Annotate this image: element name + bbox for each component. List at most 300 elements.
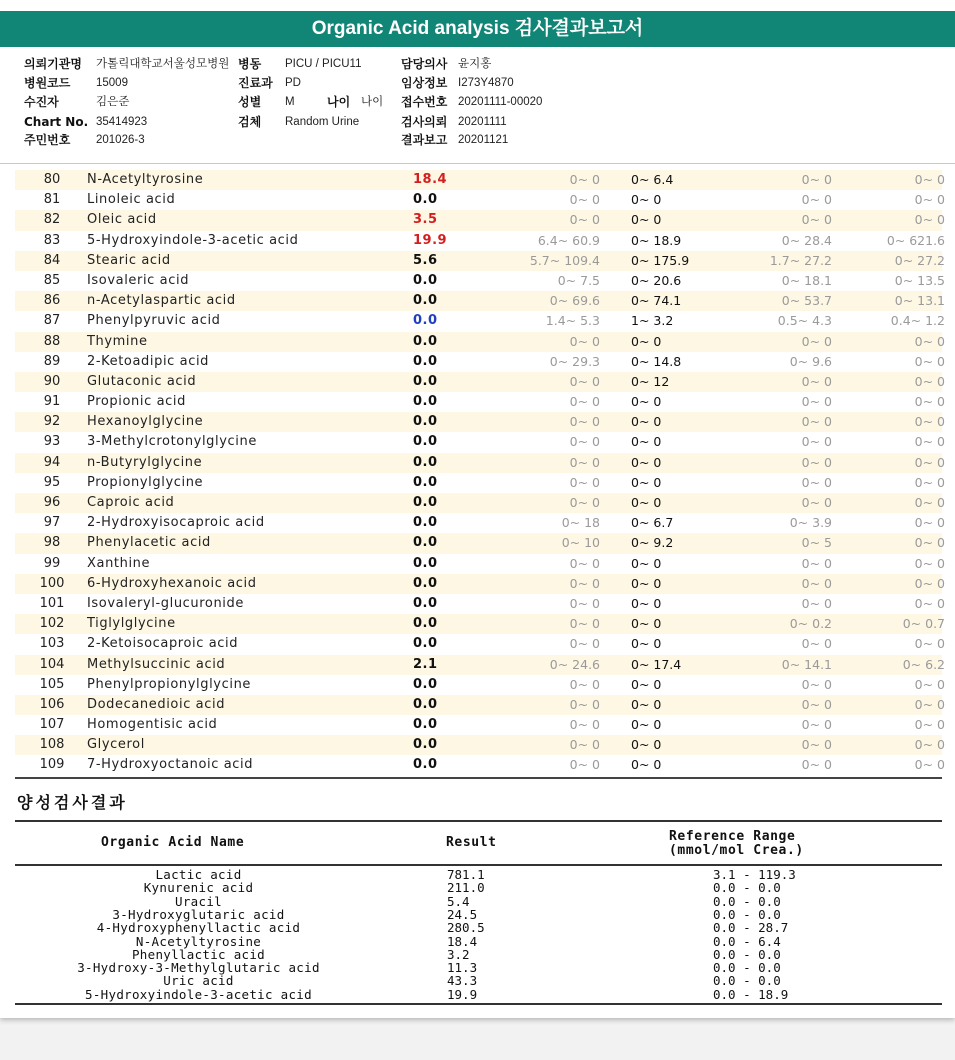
result-row — [15, 311, 945, 331]
result-row — [15, 513, 945, 533]
result-value: 0.0 — [413, 595, 438, 611]
reference-range-4: 0~ 0 — [914, 515, 945, 531]
clinical-info-value: I273Y4870 — [458, 77, 514, 89]
institution-label: 의뢰기관명 — [24, 57, 82, 71]
reference-range-2: 0~ 0 — [631, 737, 662, 753]
result-value: 0.0 — [413, 353, 438, 369]
compound-name: 6-Hydroxyhexanoic acid — [87, 575, 257, 591]
compound-name: Stearic acid — [87, 252, 171, 268]
result-report-label: 결과보고 — [401, 133, 448, 147]
compound-name: Xanthine — [87, 555, 151, 571]
reference-range-1: 0~ 7.5 — [557, 272, 600, 288]
compound-name: 2-Ketoisocaproic acid — [87, 636, 239, 652]
hospital-code-value: 15009 — [96, 77, 128, 89]
reference-range-4: 0~ 0 — [914, 737, 945, 753]
pos-table-top-rule — [15, 820, 942, 822]
reference-range-2: 0~ 0 — [631, 333, 662, 349]
reference-range-4: 0~ 13.5 — [894, 272, 945, 288]
row-number: 87 — [43, 313, 61, 329]
row-number: 108 — [39, 737, 65, 753]
compound-name: Propionylglycine — [87, 474, 204, 490]
reference-range-2: 0~ 0 — [631, 192, 662, 208]
row-number: 95 — [43, 474, 61, 490]
compound-name: 3-Methylcrotonylglycine — [87, 434, 257, 450]
reference-range-2: 0~ 0 — [631, 555, 662, 571]
reference-range-2: 0~ 17.4 — [631, 656, 682, 672]
result-row — [15, 352, 945, 372]
reference-range-1: 0~ 0 — [569, 495, 600, 510]
compound-name: N-Acetyltyrosine — [87, 172, 204, 187]
reference-range-1: 0~ 0 — [569, 575, 600, 591]
result-value: 0.0 — [413, 515, 438, 531]
positive-compound-name: 4-Hydroxyphenyllactic acid — [96, 920, 301, 936]
reference-range-2: 0~ 0 — [631, 414, 662, 430]
receipt-no-value: 20201111-00020 — [458, 96, 543, 108]
compound-name: Tiglylglycine — [87, 616, 176, 632]
row-number: 102 — [39, 616, 65, 632]
compound-name: 7-Hydroxyoctanoic acid — [87, 757, 254, 773]
reference-range-3: 0~ 0 — [801, 333, 832, 349]
result-row — [15, 170, 945, 190]
compound-name: Methylsuccinic acid — [87, 656, 226, 672]
table-divider — [15, 777, 942, 779]
result-row — [15, 271, 945, 291]
result-value: 0.0 — [413, 757, 438, 773]
positive-row — [15, 921, 942, 934]
reference-range-2: 0~ 0 — [631, 495, 662, 510]
clinical-info-label: 임상정보 — [401, 76, 448, 90]
result-row — [15, 634, 945, 654]
positive-results-heading: 양성검사결과 — [17, 793, 128, 812]
result-row — [15, 432, 945, 452]
reference-range-2: 0~ 0 — [631, 717, 662, 733]
reference-range-4: 0~ 0 — [914, 373, 945, 389]
reference-range-4: 0~ 0 — [914, 595, 945, 611]
result-value: 19.9 — [413, 232, 448, 248]
result-row — [15, 453, 945, 473]
reference-range-2: 0~ 0 — [631, 616, 662, 632]
reference-range-3: 0~ 0 — [801, 373, 832, 389]
results-table — [15, 170, 945, 776]
age-label: 나이 — [327, 95, 351, 109]
positive-reference-range: 0.0 - 18.9 — [713, 986, 789, 1002]
reference-range-4: 0~ 0 — [914, 636, 945, 652]
positive-reference-range: 0.0 - 0.0 — [713, 960, 781, 976]
result-value: 0.0 — [413, 535, 438, 551]
report-title: Organic Acid analysis 검사결과보고서 — [0, 11, 955, 47]
pos-col-ref-header-line1: Reference Range — [669, 829, 796, 844]
reference-range-2: 0~ 6.4 — [631, 172, 674, 187]
result-row — [15, 655, 945, 675]
result-value: 0.0 — [413, 555, 438, 571]
positive-reference-range: 0.0 - 0.0 — [713, 973, 781, 989]
row-number: 96 — [43, 495, 61, 510]
reference-range-1: 0~ 0 — [569, 394, 600, 410]
result-row — [15, 675, 945, 695]
row-number: 109 — [39, 757, 65, 773]
result-value: 0.0 — [413, 272, 438, 288]
compound-name: Caproic acid — [87, 495, 175, 510]
result-value: 0.0 — [413, 575, 438, 591]
row-number: 103 — [39, 636, 65, 652]
positive-row — [15, 974, 942, 987]
result-value: 0.0 — [413, 737, 438, 753]
positive-result-value: 5.4 — [447, 893, 470, 909]
result-value: 0.0 — [413, 414, 438, 430]
reference-range-1: 0~ 0 — [569, 717, 600, 733]
reference-range-3: 0~ 0 — [801, 555, 832, 571]
positive-results-table — [15, 820, 942, 1006]
reference-range-3: 0~ 0 — [801, 192, 832, 208]
positive-reference-range: 0.0 - 6.4 — [713, 933, 781, 949]
reference-range-4: 0~ 0.7 — [902, 616, 945, 632]
reference-range-1: 0~ 0 — [569, 373, 600, 389]
reference-range-2: 0~ 18.9 — [631, 232, 682, 248]
pos-col-ref-header-line2: (mmol/mol Crea.) — [669, 843, 804, 858]
reference-range-4: 0~ 0 — [914, 575, 945, 591]
row-number: 89 — [43, 353, 61, 369]
reference-range-2: 0~ 0 — [631, 394, 662, 410]
reference-range-1: 0~ 0 — [569, 696, 600, 712]
positive-result-value: 211.0 — [447, 880, 485, 896]
reference-range-4: 0~ 0 — [914, 535, 945, 551]
compound-name: Thymine — [87, 333, 148, 349]
result-value: 0.0 — [413, 616, 438, 632]
positive-result-value: 18.4 — [447, 933, 478, 949]
reference-range-4: 0~ 6.2 — [902, 656, 945, 672]
reference-range-2: 0~ 0 — [631, 474, 662, 490]
positive-compound-name: Kynurenic acid — [143, 880, 254, 896]
chart-no-value: 35414923 — [96, 116, 148, 128]
reference-range-1: 6.4~ 60.9 — [537, 232, 600, 248]
row-number: 82 — [43, 212, 61, 228]
reference-range-3: 0~ 18.1 — [781, 272, 832, 288]
reference-range-4: 0~ 27.2 — [894, 252, 945, 268]
reference-range-1: 0~ 0 — [569, 474, 600, 490]
compound-name: 5-Hydroxyindole-3-acetic acid — [87, 232, 299, 248]
reference-range-2: 0~ 0 — [631, 757, 662, 773]
examinee-label: 수진자 — [24, 95, 59, 109]
reference-range-3: 0~ 0 — [801, 737, 832, 753]
result-value: 0.0 — [413, 313, 438, 329]
reference-range-3: 0~ 0 — [801, 434, 832, 450]
positive-reference-range: 3.1 - 119.3 — [713, 867, 796, 882]
positive-result-value: 781.1 — [447, 867, 485, 882]
reference-range-3: 0~ 0 — [801, 696, 832, 712]
positive-reference-range: 0.0 - 0.0 — [713, 946, 781, 962]
reference-range-2: 0~ 0 — [631, 696, 662, 712]
reference-range-1: 0~ 0 — [569, 757, 600, 773]
positive-row — [15, 935, 942, 948]
reference-range-3: 0~ 53.7 — [781, 293, 832, 309]
result-value: 0.0 — [413, 474, 438, 490]
row-number: 86 — [43, 293, 61, 309]
row-number: 90 — [43, 373, 61, 389]
resident-no-value: 201026-3 — [96, 134, 145, 146]
reference-range-1: 0~ 24.6 — [549, 656, 600, 672]
result-value: 0.0 — [413, 696, 438, 712]
reference-range-3: 1.7~ 27.2 — [769, 252, 832, 268]
reference-range-4: 0~ 621.6 — [886, 232, 945, 248]
reference-range-2: 0~ 0 — [631, 595, 662, 611]
result-row — [15, 332, 945, 352]
reference-range-3: 0~ 5 — [801, 535, 832, 551]
reference-range-1: 0~ 0 — [569, 434, 600, 450]
reference-range-2: 0~ 0 — [631, 636, 662, 652]
positive-compound-name: 3-Hydroxyglutaric acid — [112, 906, 285, 922]
reference-range-1: 0~ 18 — [561, 515, 600, 531]
reference-range-2: 1~ 3.2 — [631, 313, 674, 329]
reference-range-3: 0~ 0 — [801, 414, 832, 430]
positive-compound-name: 5-Hydroxyindole-3-acetic acid — [85, 986, 312, 1002]
reference-range-3: 0~ 0 — [801, 172, 832, 187]
specimen-label: 검체 — [238, 115, 262, 129]
reference-range-1: 0~ 0 — [569, 737, 600, 753]
compound-name: Phenylacetic acid — [87, 535, 211, 551]
result-value: 5.6 — [413, 252, 438, 268]
row-number: 107 — [39, 717, 65, 733]
receipt-no-label: 접수번호 — [401, 95, 448, 109]
result-row — [15, 695, 945, 715]
reference-range-1: 5.7~ 109.4 — [529, 252, 600, 268]
row-number: 81 — [43, 192, 61, 208]
reference-range-1: 1.4~ 5.3 — [545, 313, 600, 329]
positive-row — [15, 908, 942, 921]
positive-row — [15, 961, 942, 974]
result-row — [15, 231, 945, 251]
positive-row — [15, 895, 942, 908]
reference-range-1: 0~ 0 — [569, 676, 600, 692]
positive-reference-range: 0.0 - 28.7 — [713, 920, 789, 936]
reference-range-3: 0~ 0 — [801, 454, 832, 470]
row-number: 98 — [43, 535, 61, 551]
positive-result-value: 19.9 — [447, 986, 478, 1002]
positive-result-value: 280.5 — [447, 920, 485, 936]
result-value: 0.0 — [413, 192, 438, 208]
reference-range-3: 0~ 0 — [801, 575, 832, 591]
reference-range-1: 0~ 0 — [569, 454, 600, 470]
reference-range-4: 0~ 0 — [914, 353, 945, 369]
reference-range-2: 0~ 20.6 — [631, 272, 682, 288]
compound-name: Propionic acid — [87, 394, 186, 410]
row-number: 106 — [39, 696, 65, 712]
institution-value: 가톨릭대학교서울성모병원 — [96, 58, 230, 70]
positive-reference-range: 0.0 - 0.0 — [713, 893, 781, 909]
row-number: 100 — [39, 575, 65, 591]
result-row — [15, 594, 945, 614]
result-value: 0.0 — [413, 717, 438, 733]
reference-range-4: 0~ 0 — [914, 454, 945, 470]
result-value: 2.1 — [413, 656, 438, 672]
reference-range-4: 0~ 0 — [914, 696, 945, 712]
reference-range-4: 0~ 0 — [914, 676, 945, 692]
test-request-value: 20201111 — [458, 116, 507, 128]
positive-compound-name: Phenyllactic acid — [131, 946, 266, 962]
result-row — [15, 392, 945, 412]
reference-range-2: 0~ 12 — [631, 373, 670, 389]
result-row — [15, 554, 945, 574]
reference-range-4: 0~ 0 — [914, 717, 945, 733]
reference-range-4: 0~ 0 — [914, 434, 945, 450]
positive-reference-range: 0.0 - 0.0 — [713, 906, 781, 922]
reference-range-4: 0~ 13.1 — [894, 293, 945, 309]
row-number: 93 — [43, 434, 61, 450]
result-row — [15, 533, 945, 553]
reference-range-2: 0~ 74.1 — [631, 293, 682, 309]
reference-range-3: 0~ 0 — [801, 394, 832, 410]
compound-name: Linoleic acid — [87, 192, 176, 208]
reference-range-4: 0~ 0 — [914, 212, 945, 228]
compound-name: Isovaleryl-glucuronide — [87, 595, 244, 611]
positive-compound-name: N-Acetyltyrosine — [135, 933, 262, 949]
result-value: 18.4 — [413, 172, 448, 187]
department-value: PD — [285, 77, 301, 89]
reference-range-1: 0~ 0 — [569, 172, 600, 187]
reference-range-3: 0~ 0 — [801, 212, 832, 228]
specimen-value: Random Urine — [285, 116, 360, 128]
positive-result-value: 43.3 — [447, 973, 478, 989]
result-row — [15, 473, 945, 493]
reference-range-2: 0~ 0 — [631, 575, 662, 591]
doctor-label: 담당의사 — [401, 57, 448, 71]
result-row — [15, 372, 945, 392]
age-value: 나이 — [361, 96, 384, 108]
compound-name: Isovaleric acid — [87, 272, 190, 288]
reference-range-2: 0~ 6.7 — [631, 515, 674, 531]
reference-range-4: 0~ 0 — [914, 757, 945, 773]
result-row — [15, 574, 945, 594]
reference-range-2: 0~ 14.8 — [631, 353, 682, 369]
reference-range-4: 0~ 0 — [914, 172, 945, 187]
compound-name: 2-Ketoadipic acid — [87, 353, 210, 369]
result-value: 0.0 — [413, 394, 438, 410]
reference-range-3: 0~ 0 — [801, 676, 832, 692]
result-value: 0.0 — [413, 333, 438, 349]
row-number: 104 — [39, 656, 65, 672]
row-number: 92 — [43, 414, 61, 430]
reference-range-3: 0~ 3.9 — [789, 515, 832, 531]
reference-range-1: 0~ 69.6 — [549, 293, 600, 309]
reference-range-1: 0~ 0 — [569, 212, 600, 228]
reference-range-2: 0~ 175.9 — [631, 252, 690, 268]
positive-row — [15, 881, 942, 894]
reference-range-3: 0~ 28.4 — [781, 232, 832, 248]
reference-range-4: 0~ 0 — [914, 555, 945, 571]
row-number: 97 — [43, 515, 61, 531]
reference-range-4: 0~ 0 — [914, 414, 945, 430]
reference-range-2: 0~ 9.2 — [631, 535, 674, 551]
reference-range-2: 0~ 0 — [631, 434, 662, 450]
positive-reference-range: 0.0 - 0.0 — [713, 880, 781, 896]
result-row — [15, 735, 945, 755]
result-row — [15, 251, 945, 271]
result-value: 0.0 — [413, 636, 438, 652]
compound-name: Oleic acid — [87, 212, 157, 228]
result-row — [15, 412, 945, 432]
reference-range-1: 0~ 0 — [569, 616, 600, 632]
compound-name: n-Butyrylglycine — [87, 454, 203, 470]
department-label: 진료과 — [238, 76, 273, 90]
reference-range-4: 0~ 0 — [914, 333, 945, 349]
reference-range-3: 0~ 0.2 — [789, 616, 832, 632]
chart-no-label: Chart No. — [24, 115, 89, 129]
ward-label: 병동 — [238, 57, 262, 71]
pos-col-name-header: Organic Acid Name — [101, 835, 245, 850]
positive-compound-name: Lactic acid — [155, 867, 242, 882]
row-number: 101 — [39, 595, 65, 611]
compound-name: Glycerol — [87, 737, 145, 753]
result-value: 0.0 — [413, 454, 438, 470]
result-row — [15, 715, 945, 735]
row-number: 105 — [39, 676, 65, 692]
result-value: 0.0 — [413, 676, 438, 692]
reference-range-3: 0~ 0 — [801, 717, 832, 733]
row-number: 83 — [43, 232, 61, 248]
positive-row — [15, 868, 942, 881]
row-number: 84 — [43, 252, 61, 268]
compound-name: 2-Hydroxyisocaproic acid — [87, 515, 265, 531]
result-row — [15, 755, 945, 775]
reference-range-1: 0~ 10 — [561, 535, 600, 551]
resident-no-label: 주민번호 — [24, 133, 71, 147]
result-value: 0.0 — [413, 373, 438, 389]
compound-name: Dodecanedioic acid — [87, 696, 226, 712]
reference-range-4: 0~ 0 — [914, 474, 945, 490]
reference-range-4: 0.4~ 1.2 — [890, 313, 945, 329]
reference-range-2: 0~ 0 — [631, 212, 662, 228]
reference-range-1: 0~ 0 — [569, 555, 600, 571]
result-row — [15, 614, 945, 634]
reference-range-3: 0~ 14.1 — [781, 656, 832, 672]
reference-range-4: 0~ 0 — [914, 192, 945, 208]
sex-label: 성별 — [238, 95, 262, 109]
result-value: 3.5 — [413, 212, 438, 228]
reference-range-1: 0~ 0 — [569, 192, 600, 208]
examinee-value: 김은준 — [96, 96, 130, 108]
compound-name: Glutaconic acid — [87, 373, 197, 389]
compound-name: Phenylpropionylglycine — [87, 676, 252, 692]
reference-range-3: 0~ 0 — [801, 495, 832, 510]
reference-range-2: 0~ 0 — [631, 676, 662, 692]
positive-result-value: 3.2 — [447, 946, 470, 962]
row-number: 91 — [43, 394, 61, 410]
result-row — [15, 291, 945, 311]
positive-result-value: 24.5 — [447, 906, 478, 922]
result-value: 0.0 — [413, 495, 438, 510]
hospital-code-label: 병원코드 — [24, 76, 71, 90]
positive-compound-name: 3-Hydroxy-3-Methylglutaric acid — [77, 960, 320, 976]
reference-range-3: 0~ 0 — [801, 757, 832, 773]
patient-info-section — [0, 47, 955, 164]
reference-range-3: 0~ 9.6 — [789, 353, 832, 369]
result-value: 0.0 — [413, 434, 438, 450]
result-row — [15, 493, 945, 513]
reference-range-4: 0~ 0 — [914, 394, 945, 410]
doctor-value: 윤지홍 — [458, 58, 492, 70]
result-report-value: 20201121 — [458, 134, 509, 146]
result-row — [15, 190, 945, 210]
row-number: 88 — [43, 333, 61, 349]
compound-name: Phenylpyruvic acid — [87, 313, 221, 329]
ward-value: PICU / PICU11 — [285, 58, 362, 70]
positive-row — [15, 948, 942, 961]
row-number: 99 — [43, 555, 61, 571]
reference-range-4: 0~ 0 — [914, 495, 945, 510]
row-number: 85 — [43, 272, 61, 288]
reference-range-1: 0~ 0 — [569, 595, 600, 611]
result-row — [15, 210, 945, 230]
sex-value: M — [285, 96, 295, 108]
